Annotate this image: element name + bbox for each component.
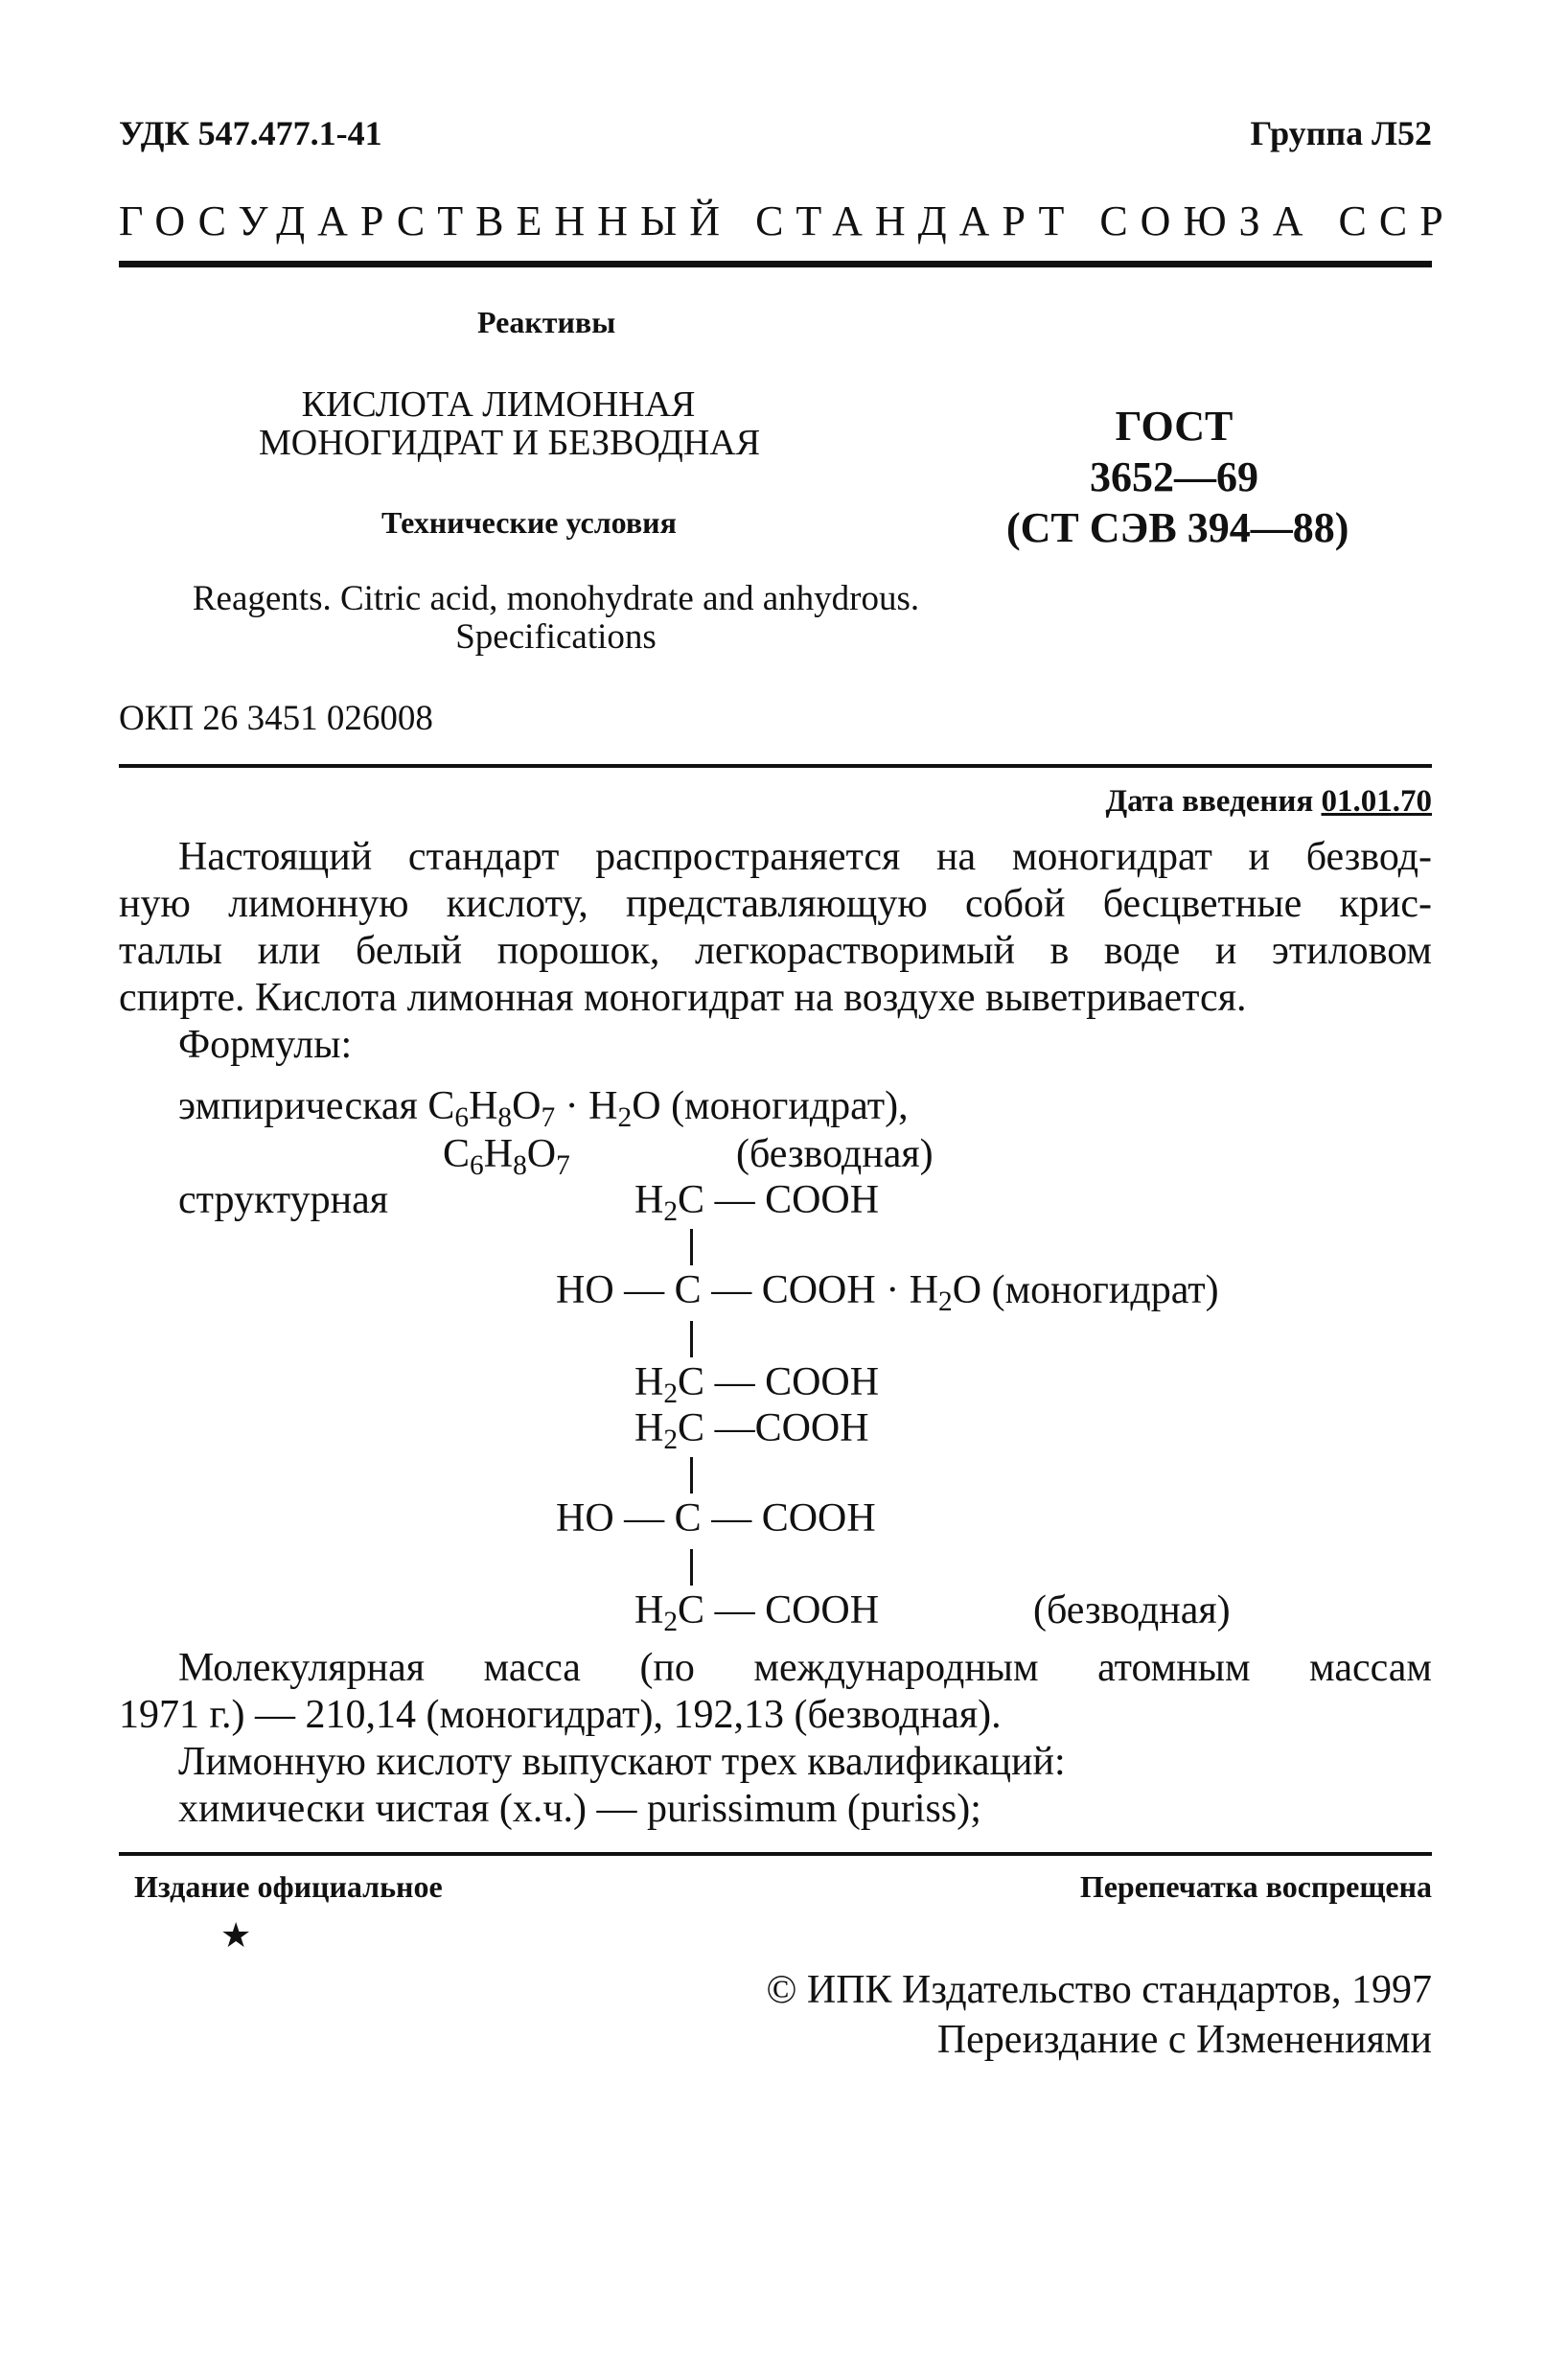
gost-sev: (СТ СЭВ 394—88) [1006,504,1349,551]
paragraph-line-1: Настоящий стандарт распространяется на моногидрат и безвод- [178,835,1432,879]
gost-block [1006,401,1349,553]
struct2-bond-upper [690,1457,693,1494]
paragraph-line-4: спирте. Кислота лимонная моногидрат на воздухе выветривается. [119,976,1247,1020]
cooh-group: COOH [754,1406,869,1450]
bond-dash: — [714,1406,755,1450]
reissue-line: Переиздание с Изменениями [936,2018,1432,2062]
bond-dash: — [711,1496,752,1540]
udk-code: УДК 547.477.1-41 [119,114,382,152]
struct1-bond-upper [690,1229,693,1265]
hydroxyl-group: HO [556,1496,614,1540]
title-line-2: МОНОГИДРАТ И БЕЗВОДНАЯ [259,423,761,463]
gost-label: ГОСТ [1115,403,1234,450]
category-label: Реактивы [477,305,616,339]
intro-paragraph [119,834,1432,1022]
reprint-prohibited: Перепечатка воспрещена [1079,1869,1432,1904]
title-line-1: КИСЛОТА ЛИМОННАЯ [301,384,696,425]
anhydrous-note-structural: (безводная) [1033,1588,1231,1633]
header-rule [119,261,1432,267]
bond-dash: — [711,1268,752,1312]
empirical-label: эмпирическая [178,1084,418,1128]
chemically-pure-line: химически чистая (х.ч.) — purissimum (puriss); [178,1787,981,1831]
central-carbon: C [674,1268,702,1312]
empirical-formula: $C_6H_8O_7 \cdot H_2O$ [427,1084,661,1134]
bond-dash: — [624,1496,665,1540]
cooh-group: COOH [765,1360,880,1404]
cooh-group: COOH [761,1268,876,1312]
intro-date-label: Дата введения [1105,784,1314,819]
molecular-mass-paragraph [119,1645,1432,1739]
middle-dot: · [565,1084,579,1128]
middle-dot: · [886,1268,900,1312]
formulas-label: Формулы: [178,1023,353,1067]
monohydrate-note-structural: (моногидрат) [991,1268,1219,1312]
gost-number: 3652—69 [1090,453,1258,500]
star-icon: ★ [220,1916,252,1955]
struct1-top-group: $H_2C$ — COOH [634,1178,880,1228]
mass-line-2: 1971 г.) — 210,14 (моногидрат), 192,13 (безводная). [119,1693,1002,1737]
bond-dash: — [714,1588,755,1633]
monohydrate-note: (моногидрат), [671,1084,909,1128]
english-title [134,580,978,657]
document-subtitle: Технические условия [381,505,677,540]
intro-date-value: 01.01.70 [1321,784,1432,819]
okp-rule [119,764,1432,768]
group-code: Группа Л52 [1250,114,1432,152]
central-carbon: C [674,1496,702,1540]
struct2-bond-lower [690,1549,693,1586]
footer-rule [119,1852,1432,1856]
english-line-1: Reagents. Citric acid, monohydrate and anhydrous. [192,579,920,618]
paragraph-line-3: таллы или белый порошок, легкорастворимый в воде и этиловом [119,929,1432,973]
struct2-center-group [556,1495,876,1541]
copyright-line: © ИПК Издательство стандартов, 1997 [766,1968,1432,2012]
cooh-group: COOH [765,1588,880,1633]
empirical-formula-anhydrous: $C_6H_8O_7$ [443,1132,570,1182]
anhydrous-note-empirical: (безводная) [736,1132,934,1176]
empirical-formula-monohydrate [178,1083,909,1134]
paragraph-line-2: ную лимонную кислоту, представляющую собой бесцветные крис- [119,882,1432,926]
bond-dash: — [714,1178,755,1222]
hydroxyl-group: HO [556,1268,614,1312]
english-line-2: Specifications [455,617,657,657]
state-standard-text: ГОСУДАРСТВЕННЫЙ СТАНДАРТ СОЮЗА ССР [119,197,1456,244]
cooh-group: COOH [765,1178,880,1222]
cooh-group: COOH [761,1496,876,1540]
intro-date [1105,784,1432,820]
okp-code: ОКП 26 3451 026008 [119,699,433,738]
struct1-bottom-group: $H_2C$ — COOH [634,1360,880,1410]
state-standard-heading [119,197,1456,245]
struct1-center-group: HO — C — COOH · $H_2O$ (моногидрат) [556,1268,1219,1318]
struct2-top-group: $H_2C$ —COOH [634,1406,869,1456]
structural-label: структурная [178,1178,389,1222]
mass-line-1: Молекулярная масса (по международным атомным массам [178,1646,1432,1690]
struct2-bottom-group: $H_2C$ — COOH [634,1588,880,1638]
struct1-bond-lower [690,1321,693,1357]
official-edition: Издание официальное [134,1869,443,1904]
qualifications-line: Лимонную кислоту выпускают трех квалификаций: [178,1740,1066,1784]
bond-dash: — [714,1360,755,1404]
document-title [259,384,761,463]
bond-dash: — [624,1268,665,1312]
